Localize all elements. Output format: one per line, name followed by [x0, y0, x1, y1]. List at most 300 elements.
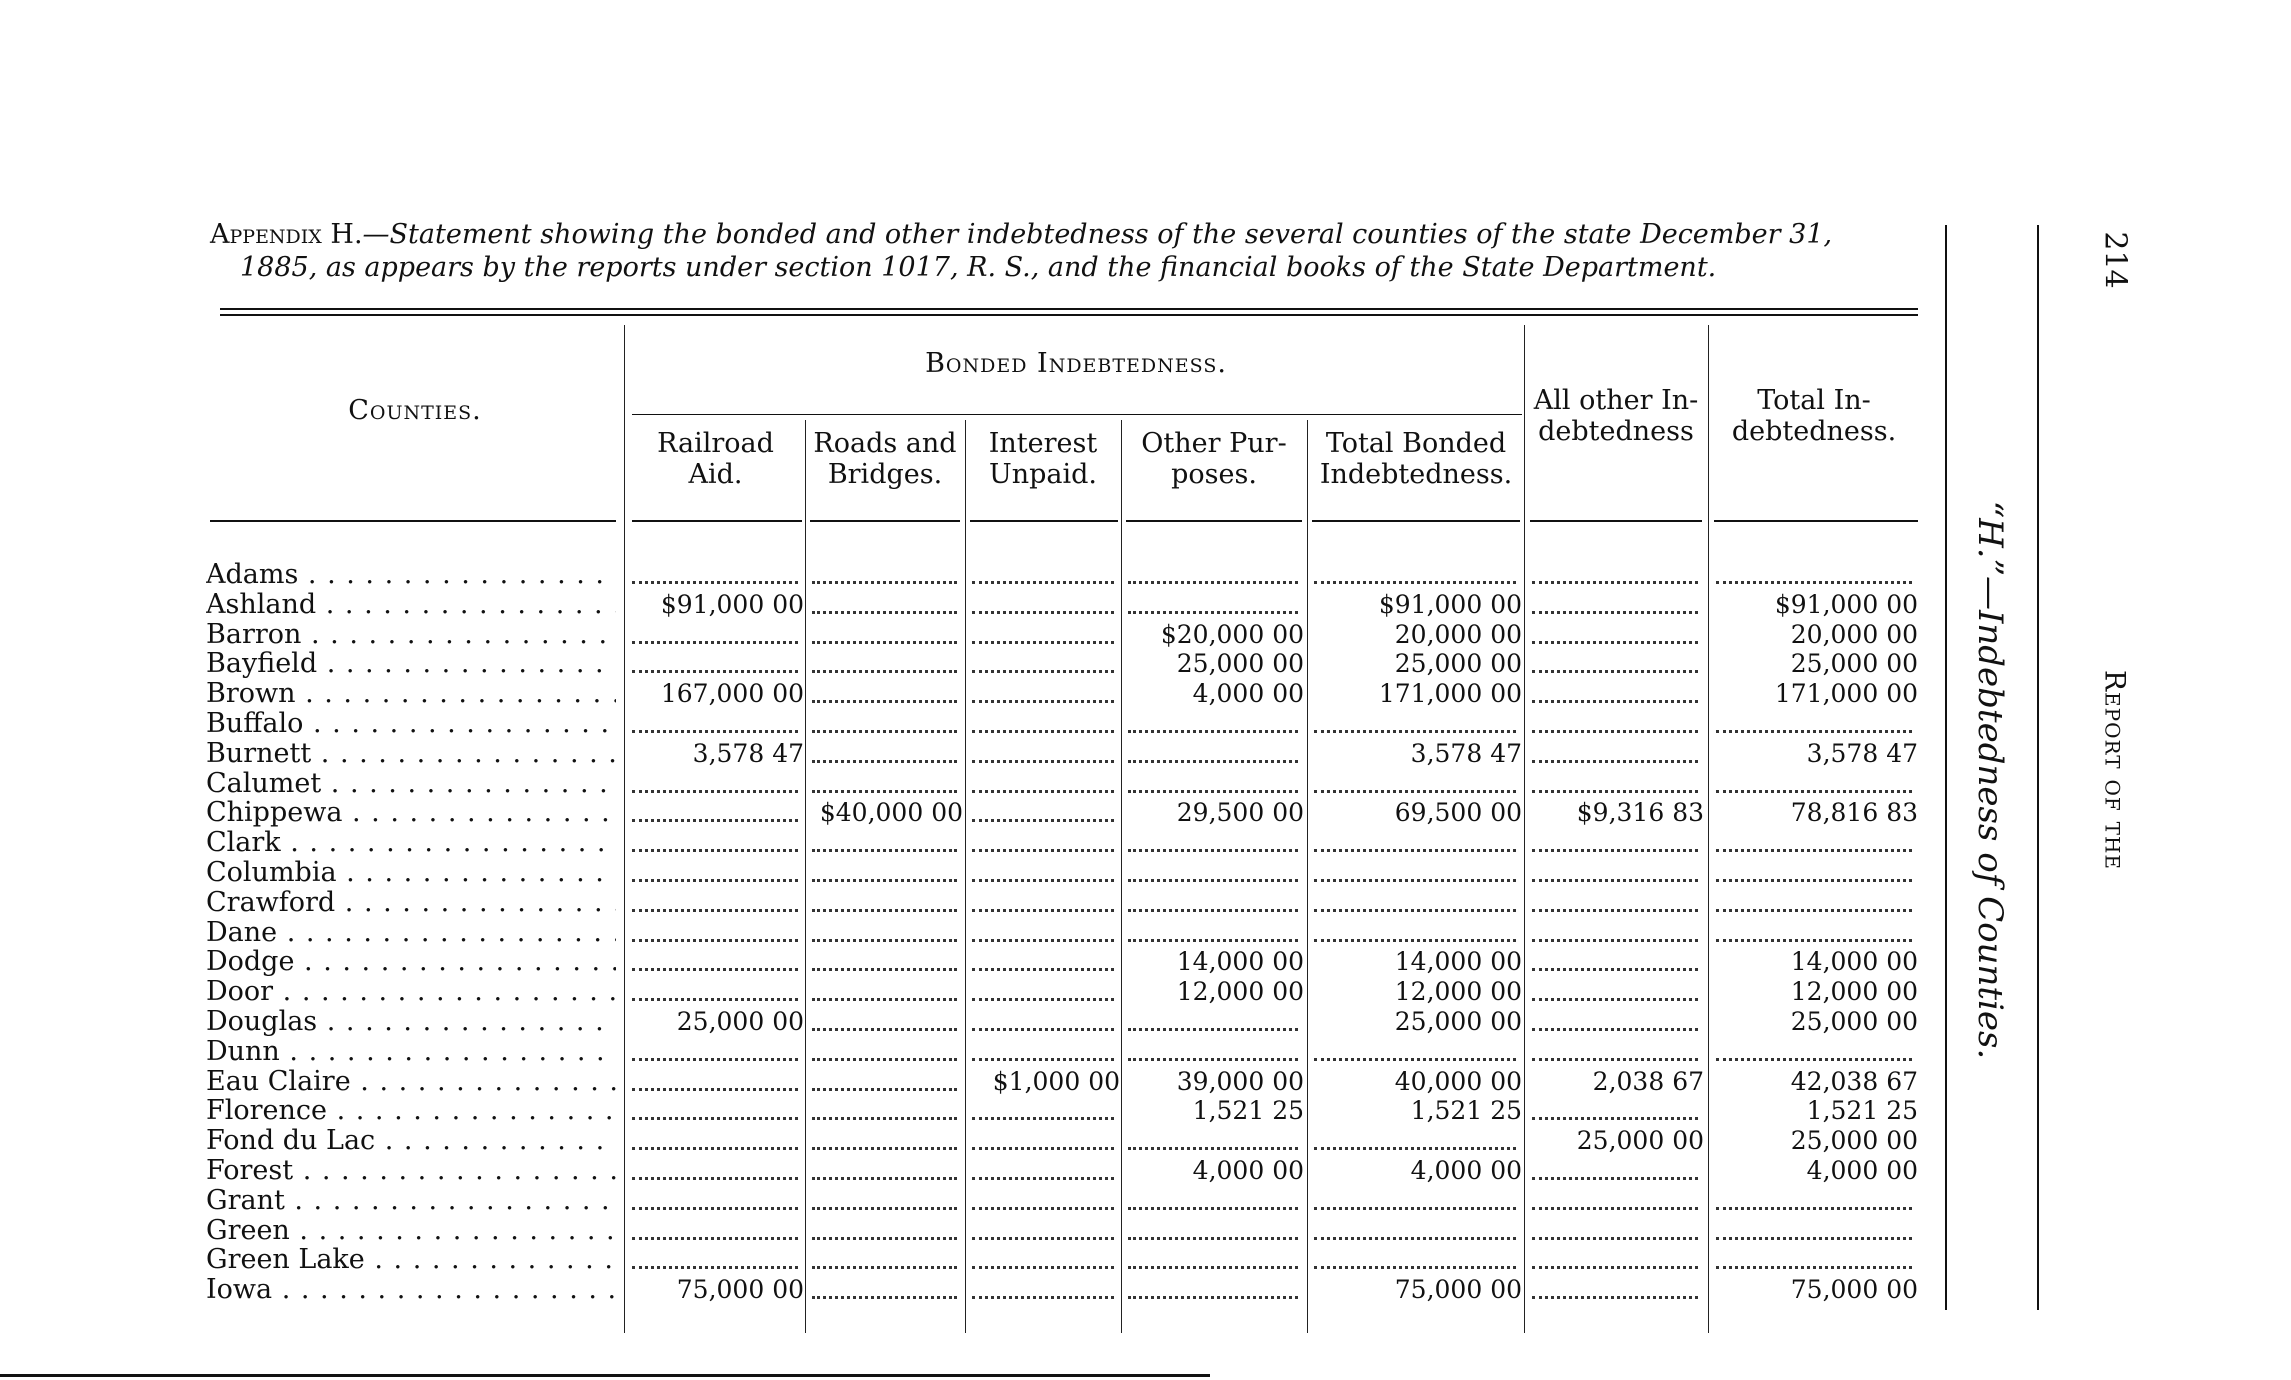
- header-railroad: [628, 428, 803, 490]
- cell-other: 12,000 00: [1176, 977, 1304, 1007]
- cell-total: 12,000 00: [1790, 977, 1918, 1007]
- table-row: [0, 828, 2291, 858]
- cell-roads: [808, 590, 963, 620]
- county-name: Ashland . . .: [206, 590, 616, 620]
- cell-interest: [968, 1096, 1120, 1126]
- county-name: Bayfield . . .: [206, 649, 616, 679]
- cell-other: 1,521 25: [1192, 1096, 1304, 1126]
- cell-all-other: $9,316 83: [1576, 798, 1704, 828]
- county-name: Florence . . .: [206, 1096, 616, 1126]
- leader-dots: [972, 700, 1114, 703]
- leader-dots: [1532, 760, 1698, 763]
- running-head-text: Report of the: [2098, 669, 2132, 871]
- cell-total: [1712, 709, 1918, 739]
- cell-all-other: 2,038 67: [1592, 1066, 1704, 1096]
- cell-railroad: 25,000 00: [676, 1007, 804, 1036]
- table-caption: [210, 218, 1920, 284]
- county-name: Columbia . . .: [206, 858, 616, 888]
- cell-other: [1124, 1037, 1304, 1067]
- cell-railroad: [628, 1156, 804, 1186]
- leader-dots: [632, 1058, 798, 1061]
- cell-all-other: [1528, 918, 1704, 948]
- cell-railroad: $91,000 00: [660, 589, 804, 619]
- cell-total-bonded: 25,000 00: [1394, 649, 1522, 679]
- leader-dots: [1532, 939, 1698, 942]
- cell-railroad: [628, 1067, 804, 1097]
- leader-dots: [1716, 909, 1912, 912]
- cell-all-other: [1528, 739, 1704, 769]
- leader-dots: [1532, 670, 1698, 673]
- cell-roads: [808, 769, 963, 799]
- cell-railroad: [628, 1126, 804, 1156]
- leader-dots: [1128, 760, 1298, 763]
- leader-dots: [812, 1147, 957, 1150]
- cell-interest: [968, 858, 1120, 888]
- header-group-rule: [632, 414, 1522, 415]
- cell-all-other: [1528, 1216, 1704, 1246]
- cell-interest: [968, 679, 1120, 709]
- leader-dots: [812, 1117, 957, 1120]
- leader-dots: [972, 641, 1114, 644]
- cell-other: 25,000 00: [1176, 649, 1304, 679]
- cell-other: 29,500 00: [1176, 798, 1304, 828]
- leader-dots: [812, 1177, 957, 1180]
- cell-interest: [968, 918, 1120, 948]
- leader-dots: [632, 939, 798, 942]
- leader-dots: [632, 1088, 798, 1091]
- leader-dots: [972, 1296, 1114, 1299]
- county-name: Crawford . . .: [206, 888, 616, 918]
- leader-dots: [632, 849, 798, 852]
- table-row: [0, 1126, 2291, 1156]
- leader-dots: [1128, 1028, 1298, 1031]
- cell-total: [1712, 1186, 1918, 1216]
- cell-other: [1124, 709, 1304, 739]
- cell-other: 4,000 00: [1192, 679, 1304, 709]
- cell-roads: [808, 918, 963, 948]
- table-row: [0, 1186, 2291, 1216]
- table-row: [0, 798, 2291, 828]
- cell-total: [1712, 1216, 1918, 1246]
- cell-total-bonded: 20,000 00: [1394, 619, 1522, 649]
- leader-dots: [632, 879, 798, 882]
- leader-dots: [1128, 730, 1298, 733]
- leader-dots: [1314, 790, 1516, 793]
- leader-dots: [1128, 1266, 1298, 1269]
- leader-dots: [812, 1058, 957, 1061]
- leader-dots: [1532, 1028, 1698, 1031]
- leader-dots: [812, 909, 957, 912]
- cell-roads: [808, 1037, 963, 1067]
- leader-dots: [1128, 790, 1298, 793]
- cell-interest: [968, 1275, 1120, 1305]
- cell-other: [1124, 888, 1304, 918]
- table-row: [0, 888, 2291, 918]
- cell-other: [1124, 739, 1304, 769]
- leader-dots: [1128, 1296, 1298, 1299]
- leader-dots: [1532, 730, 1698, 733]
- leader-dots: [1128, 611, 1298, 614]
- cell-roads: [808, 560, 963, 590]
- header-roads-line2: Bridges.: [827, 459, 943, 490]
- cell-total: [1712, 769, 1918, 799]
- leader-dots: [1314, 909, 1516, 912]
- cell-total: [1712, 1245, 1918, 1275]
- cell-total-bonded: 40,000 00: [1394, 1066, 1522, 1096]
- leader-dots: [1314, 849, 1516, 852]
- cell-railroad: [628, 709, 804, 739]
- header-bonded-group: Bonded Indebtedness.: [925, 348, 1227, 379]
- cell-other: [1124, 590, 1304, 620]
- cell-total: [1712, 560, 1918, 590]
- leader-dots: [1532, 641, 1698, 644]
- header-rule-total-bonded: [1312, 520, 1520, 522]
- table-row: [0, 590, 2291, 620]
- leader-dots: [1128, 939, 1298, 942]
- header-all-other-line2: debtedness: [1538, 416, 1694, 447]
- leader-dots: [1532, 849, 1698, 852]
- cell-total-bonded: [1310, 1037, 1522, 1067]
- cell-railroad: [628, 888, 804, 918]
- leader-dots: [1314, 879, 1516, 882]
- cell-roads: [808, 620, 963, 650]
- cell-roads: [808, 977, 963, 1007]
- header-total: [1710, 385, 1918, 447]
- cell-total: [1712, 888, 1918, 918]
- header-counties: Counties.: [348, 395, 482, 426]
- cell-other: [1124, 1186, 1304, 1216]
- cell-all-other: [1528, 888, 1704, 918]
- cell-total-bonded: [1310, 858, 1522, 888]
- cell-interest: [968, 798, 1120, 828]
- cell-total: 78,816 83: [1790, 798, 1918, 828]
- county-name: Douglas . . .: [206, 1007, 616, 1037]
- caption-line-2: 1885, as appears by the reports under section 1017, R. S., and the financial books of the State Department.: [240, 252, 1717, 283]
- cell-interest: [968, 590, 1120, 620]
- header-total-bonded-line1: Total Bonded: [1325, 428, 1507, 459]
- leader-dots: [972, 1117, 1114, 1120]
- county-name: Fond du Lac . . .: [206, 1126, 616, 1156]
- header-railroad-line2: Aid.: [688, 459, 743, 490]
- header-rule-total: [1714, 520, 1918, 522]
- cell-all-other: [1528, 590, 1704, 620]
- leader-dots: [632, 819, 798, 822]
- leader-dots: [972, 879, 1114, 882]
- cell-total: 171,000 00: [1774, 679, 1918, 709]
- leader-dots: [1532, 790, 1698, 793]
- table-row: [0, 1007, 2291, 1037]
- leader-dots: [972, 581, 1114, 584]
- leader-dots: [1532, 998, 1698, 1001]
- leader-dots: [812, 968, 957, 971]
- leader-dots: [1314, 1266, 1516, 1269]
- cell-roads: [808, 709, 963, 739]
- cell-railroad: [628, 620, 804, 650]
- leader-dots: [1128, 849, 1298, 852]
- leader-dots: [632, 998, 798, 1001]
- table-row: [0, 709, 2291, 739]
- leader-dots: [972, 760, 1114, 763]
- leader-dots: [972, 849, 1114, 852]
- cell-roads: [808, 1275, 963, 1305]
- caption-rule-bottom: [220, 314, 1918, 316]
- table-row: [0, 1275, 2291, 1305]
- leader-dots: [632, 1207, 798, 1210]
- county-name: Barron . . .: [206, 620, 616, 650]
- leader-dots: [812, 849, 957, 852]
- cell-other: 39,000 00: [1176, 1066, 1304, 1096]
- leader-dots: [812, 1028, 957, 1031]
- leader-dots: [1716, 790, 1912, 793]
- table-row: [0, 1067, 2291, 1097]
- cell-other: [1124, 1216, 1304, 1246]
- cell-total: 25,000 00: [1790, 649, 1918, 679]
- county-name: Door . . .: [206, 977, 616, 1007]
- leader-dots: [1532, 1237, 1698, 1240]
- cell-other: [1124, 858, 1304, 888]
- header-rule-counties: [210, 520, 616, 522]
- leader-dots: [1314, 730, 1516, 733]
- leader-dots: [812, 700, 957, 703]
- cell-all-other: [1528, 1156, 1704, 1186]
- header-rule-other: [1126, 520, 1302, 522]
- table-row: [0, 679, 2291, 709]
- county-name: Brown . . .: [206, 679, 616, 709]
- leader-dots: [972, 1207, 1114, 1210]
- cell-interest: [968, 1186, 1120, 1216]
- cell-all-other: [1528, 858, 1704, 888]
- leader-dots: [812, 760, 957, 763]
- leader-dots: [1128, 909, 1298, 912]
- county-name: Chippewa . . .: [206, 798, 616, 828]
- cell-total: 3,578 47: [1806, 738, 1918, 768]
- cell-all-other: [1528, 1007, 1704, 1037]
- cell-interest: [968, 620, 1120, 650]
- county-name: Green Lake . . .: [206, 1245, 616, 1275]
- leader-dots: [1128, 1237, 1298, 1240]
- header-total-bonded: [1308, 428, 1524, 490]
- cell-roads: [808, 1067, 963, 1097]
- cell-interest: $1,000 00: [992, 1066, 1120, 1096]
- page-number: [2085, 220, 2145, 300]
- cell-total: 75,000 00: [1790, 1275, 1918, 1305]
- cell-all-other: [1528, 828, 1704, 858]
- cell-interest: [968, 739, 1120, 769]
- leader-dots: [1314, 1237, 1516, 1240]
- leader-dots: [632, 790, 798, 793]
- leader-dots: [812, 670, 957, 673]
- leader-dots: [1532, 700, 1698, 703]
- cell-interest: [968, 1245, 1120, 1275]
- header-interest-line2: Unpaid.: [988, 459, 1098, 490]
- leader-dots: [812, 1237, 957, 1240]
- cell-railroad: [628, 1245, 804, 1275]
- leader-dots: [812, 998, 957, 1001]
- caption-lead: Appendix H.: [210, 219, 363, 250]
- cell-roads: [808, 739, 963, 769]
- running-head: [2085, 620, 2145, 920]
- cell-railroad: 75,000 00: [676, 1275, 804, 1305]
- header-rule-railroad: [632, 520, 802, 522]
- cell-all-other: [1528, 769, 1704, 799]
- leader-dots: [632, 641, 798, 644]
- table-row: [0, 1037, 2291, 1067]
- table-row: [0, 620, 2291, 650]
- leader-dots: [1532, 611, 1698, 614]
- cell-total: 25,000 00: [1790, 1007, 1918, 1036]
- cell-railroad: [628, 649, 804, 679]
- table-row: [0, 947, 2291, 977]
- cell-interest: [968, 1216, 1120, 1246]
- header-interest: [966, 428, 1120, 490]
- cell-total: [1712, 918, 1918, 948]
- table-row: [0, 1245, 2291, 1275]
- cell-all-other: [1528, 977, 1704, 1007]
- margin-rule-inner: [1945, 225, 1947, 1310]
- leader-dots: [1128, 581, 1298, 584]
- cell-roads: [808, 1096, 963, 1126]
- cell-other: [1124, 1245, 1304, 1275]
- header-railroad-line1: Railroad: [657, 428, 774, 459]
- county-name: Buffalo . . .: [206, 709, 616, 739]
- cell-roads: [808, 888, 963, 918]
- table-row: [0, 649, 2291, 679]
- county-name: Forest . . .: [206, 1156, 616, 1186]
- cell-interest: [968, 1007, 1120, 1037]
- cell-railroad: [628, 918, 804, 948]
- leader-dots: [632, 1117, 798, 1120]
- cell-other: $20,000 00: [1160, 619, 1304, 649]
- leader-dots: [1532, 1177, 1698, 1180]
- cell-total-bonded: [1310, 1126, 1522, 1156]
- cell-all-other: [1528, 1275, 1704, 1305]
- leader-dots: [632, 670, 798, 673]
- cell-roads: [808, 828, 963, 858]
- leader-dots: [632, 730, 798, 733]
- leader-dots: [1532, 581, 1698, 584]
- cell-total-bonded: [1310, 1245, 1522, 1275]
- cell-railroad: [628, 828, 804, 858]
- leader-dots: [1716, 1237, 1912, 1240]
- cell-roads: [808, 679, 963, 709]
- leader-dots: [812, 611, 957, 614]
- cell-all-other: [1528, 649, 1704, 679]
- cell-all-other: [1528, 560, 1704, 590]
- leader-dots: [1128, 1147, 1298, 1150]
- running-title: [1960, 470, 2020, 1090]
- header-all-other-line1: All other In-: [1533, 385, 1699, 416]
- cell-interest: [968, 1037, 1120, 1067]
- cell-interest: [968, 828, 1120, 858]
- header-total-line1: Total In-: [1757, 385, 1871, 416]
- cell-total: 42,038 67: [1790, 1066, 1918, 1096]
- cell-other: [1124, 1275, 1304, 1305]
- running-title-text: “H.”—Indebtedness of Counties.: [1970, 500, 2010, 1060]
- cell-railroad: [628, 1216, 804, 1246]
- leader-dots: [1532, 1058, 1698, 1061]
- cell-total-bonded: [1310, 888, 1522, 918]
- cell-total: [1712, 858, 1918, 888]
- county-name: Iowa . . .: [206, 1275, 616, 1305]
- leader-dots: [972, 909, 1114, 912]
- table-row: [0, 977, 2291, 1007]
- leader-dots: [972, 1237, 1114, 1240]
- cell-all-other: [1528, 679, 1704, 709]
- leader-dots: [1314, 581, 1516, 584]
- cell-interest: [968, 769, 1120, 799]
- leader-dots: [632, 909, 798, 912]
- leader-dots: [972, 1058, 1114, 1061]
- leader-dots: [972, 1266, 1114, 1269]
- leader-dots: [1128, 879, 1298, 882]
- cell-interest: [968, 560, 1120, 590]
- cell-other: 14,000 00: [1176, 947, 1304, 977]
- leader-dots: [972, 1028, 1114, 1031]
- leader-dots: [812, 1207, 957, 1210]
- leader-dots: [812, 1266, 957, 1269]
- table-row: [0, 858, 2291, 888]
- cell-total-bonded: [1310, 769, 1522, 799]
- leader-dots: [812, 1296, 957, 1299]
- cell-total-bonded: [1310, 1186, 1522, 1216]
- table-row: [0, 1216, 2291, 1246]
- cell-railroad: [628, 858, 804, 888]
- cell-railroad: [628, 977, 804, 1007]
- cell-interest: [968, 709, 1120, 739]
- cell-railroad: [628, 1186, 804, 1216]
- cell-total-bonded: [1310, 918, 1522, 948]
- leader-dots: [812, 939, 957, 942]
- cell-railroad: [628, 798, 804, 828]
- county-name: Adams . . .: [206, 560, 616, 590]
- cell-other: [1124, 918, 1304, 948]
- margin-rule-outer: [2037, 225, 2039, 1310]
- cell-total-bonded: [1310, 1216, 1522, 1246]
- leader-dots: [1314, 1207, 1516, 1210]
- cell-total: [1712, 1037, 1918, 1067]
- cell-railroad: [628, 769, 804, 799]
- cell-total: [1712, 828, 1918, 858]
- leader-dots: [1716, 730, 1912, 733]
- header-rule-roads: [810, 520, 960, 522]
- cell-total-bonded: 3,578 47: [1410, 738, 1522, 768]
- header-roads-line1: Roads and: [813, 428, 957, 459]
- header-rule-interest: [970, 520, 1118, 522]
- cell-total-bonded: $91,000 00: [1378, 589, 1522, 619]
- leader-dots: [972, 1177, 1114, 1180]
- leader-dots: [972, 790, 1114, 793]
- leader-dots: [972, 611, 1114, 614]
- leader-dots: [972, 968, 1114, 971]
- leader-dots: [1314, 939, 1516, 942]
- leader-dots: [812, 641, 957, 644]
- leader-dots: [1314, 1147, 1516, 1150]
- table-row: [0, 769, 2291, 799]
- cell-roads: [808, 1216, 963, 1246]
- cell-roads: [808, 1186, 963, 1216]
- cell-interest: [968, 977, 1120, 1007]
- cell-total-bonded: [1310, 828, 1522, 858]
- cell-interest: [968, 1126, 1120, 1156]
- county-name: Burnett . . .: [206, 739, 616, 769]
- county-name: Calumet . . .: [206, 769, 616, 799]
- leader-dots: [1314, 1058, 1516, 1061]
- leader-dots: [1128, 1058, 1298, 1061]
- leader-dots: [812, 790, 957, 793]
- header-total-line2: debtedness.: [1731, 416, 1897, 447]
- page-number-text: 214: [2097, 231, 2133, 289]
- leader-dots: [1716, 1058, 1912, 1061]
